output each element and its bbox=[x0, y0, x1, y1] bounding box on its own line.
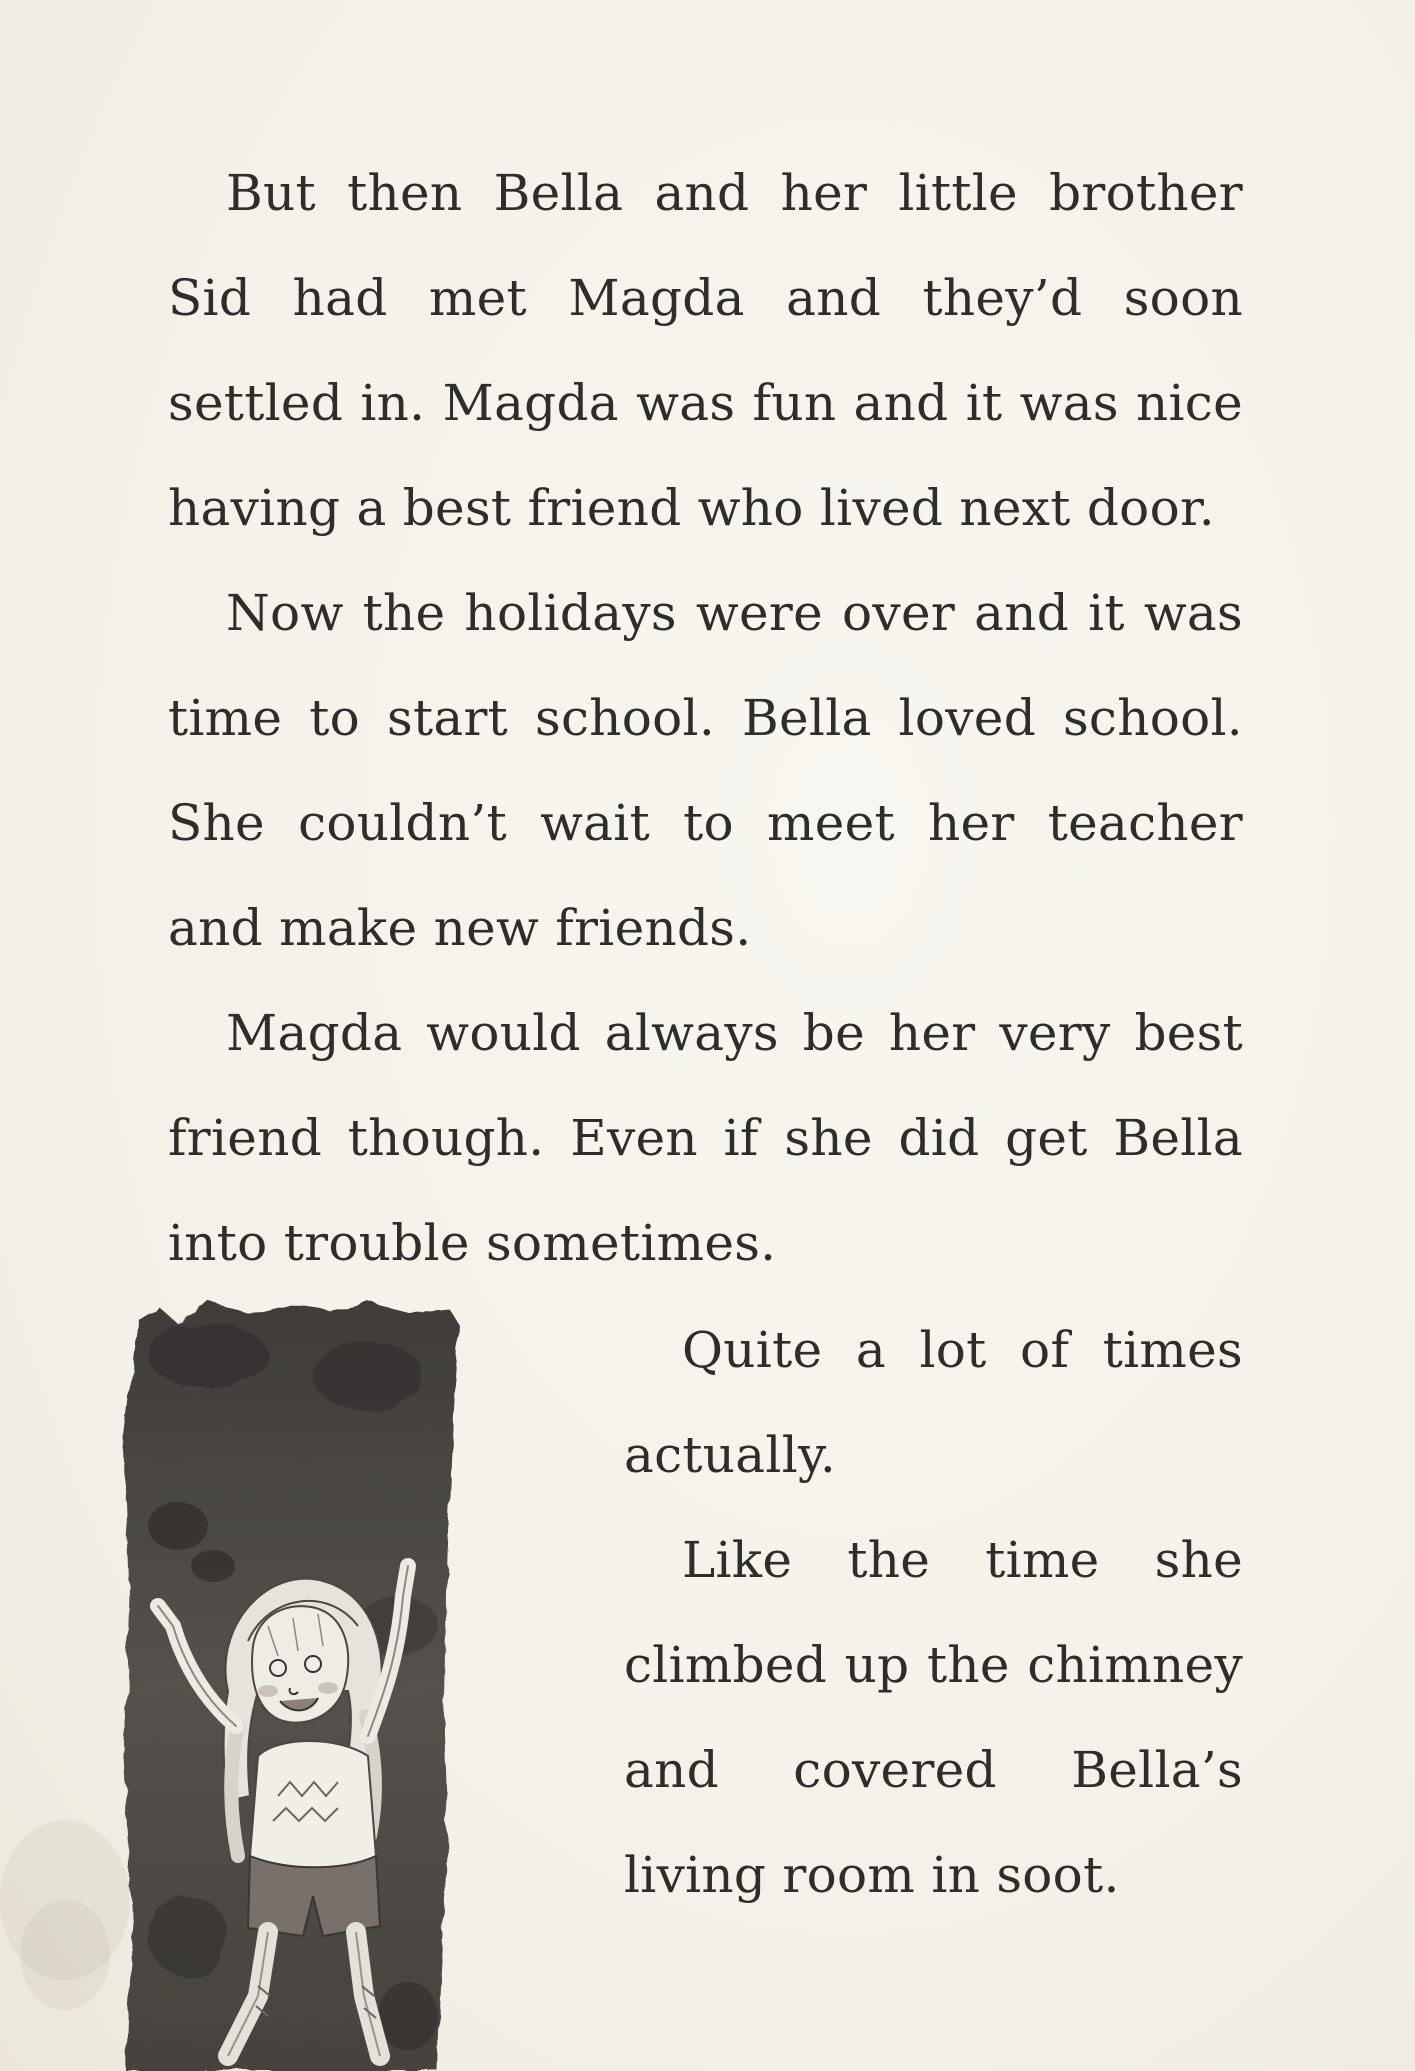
paragraph-2: Now the holidays were over and it was time to start school. Bella loved school. She couldn’t wait to meet her teacher and make new friends. bbox=[168, 584, 1243, 957]
page-smudge bbox=[20, 1900, 110, 2010]
paragraph-4: Quite a lot of times actually. bbox=[624, 1321, 1243, 1484]
magda-in-chimney-illustration bbox=[118, 1296, 463, 2071]
main-text bbox=[168, 141, 1243, 1296]
paragraph-3: Magda would always be her very best friend though. Even if she did get Bella into trouble sometimes. bbox=[168, 1004, 1243, 1272]
side-text bbox=[624, 1298, 1243, 1928]
girl-shirt bbox=[250, 1741, 376, 1868]
paragraph-1: But then Bella and her little brother Sid had met Magda and they’d soon settled in. Magda was fun and it was nice having a best friend who lived next door. bbox=[168, 164, 1243, 537]
paragraph-5: Like the time she climbed up the chimney and covered Bella’s living room in soot. bbox=[624, 1531, 1243, 1904]
